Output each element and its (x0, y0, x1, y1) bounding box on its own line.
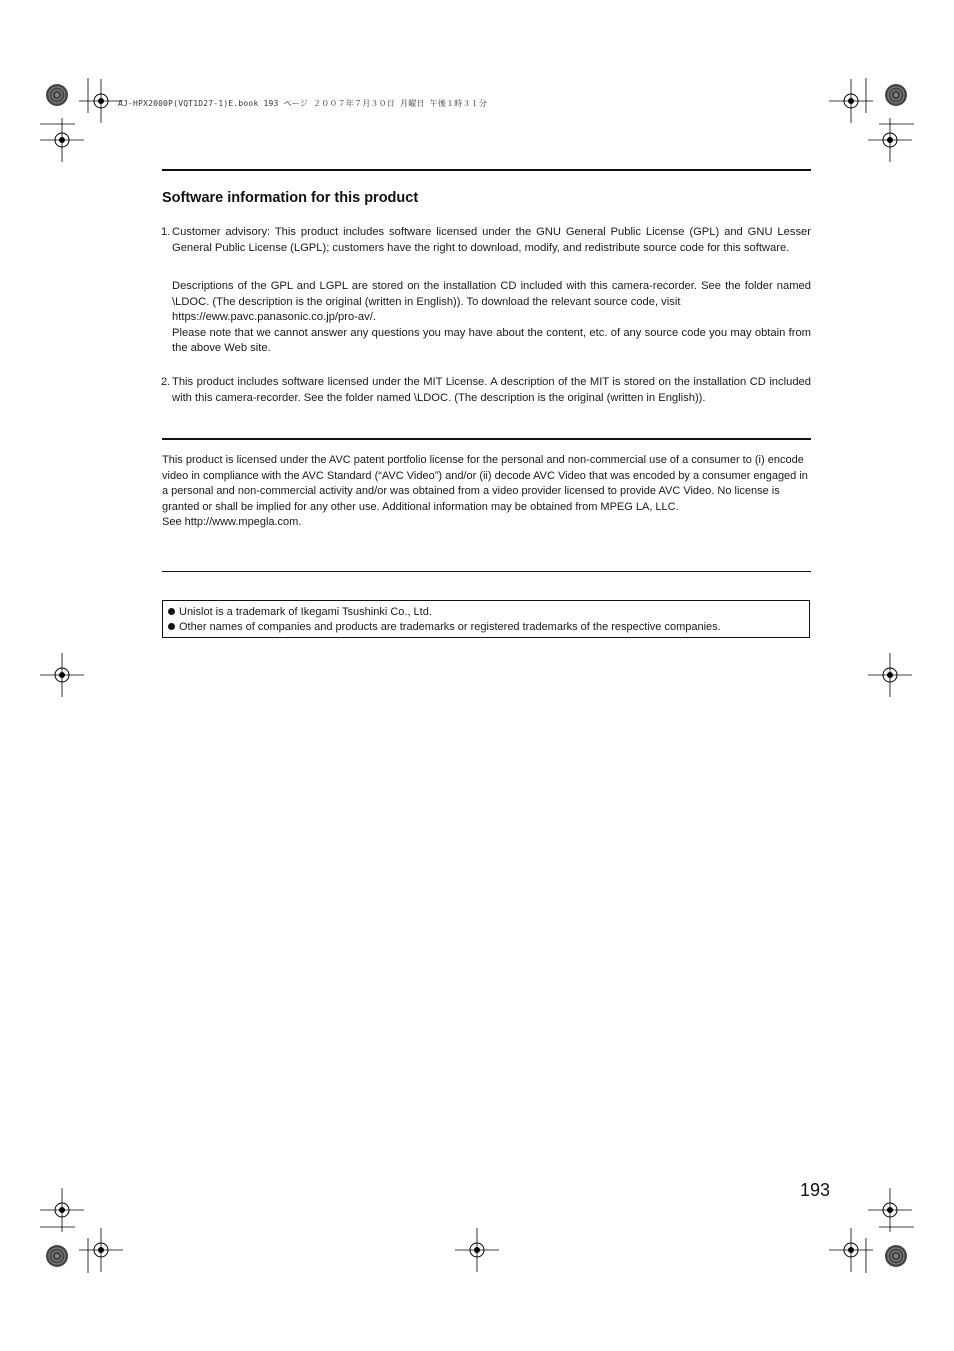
registration-disc-bottom-right (885, 1245, 907, 1267)
section-top-rule (162, 169, 811, 171)
item-1-number: 1. (161, 226, 171, 238)
print-header: AJ-HPX2000P(VQT1D27-1)E.book 193 ページ ２００７年７月３０日 月曜日 午後１時３１分 (118, 99, 488, 108)
page-number: 193 (800, 1180, 831, 1200)
mpegla-link[interactable]: See http://www.mpegla.com. (162, 516, 302, 529)
avc-section-rule (162, 438, 811, 440)
source-code-url[interactable]: https://eww.pavc.panasonic.co.jp/pro-av/. (172, 311, 376, 324)
item-1-desc-text: Descriptions of the GPL and LGPL are stored on the installation CD included with this camera-recorder. See the folder named \LDOC. (The description is the original (written in English)). To download the relevant source code, visit (172, 280, 811, 308)
avc-license-notice (162, 453, 812, 531)
item-2-number: 2. (161, 376, 171, 388)
registration-disc-top-left (46, 84, 68, 106)
registration-disc-bottom-left (46, 1245, 68, 1267)
item-1-description (172, 279, 811, 357)
registration-mark (79, 79, 123, 123)
item-1-lead (161, 225, 811, 256)
trademark-section-rule (162, 571, 811, 572)
registration-mark (868, 653, 912, 697)
registration-mark (829, 1228, 873, 1272)
trademark-item: Unislot is a trademark of Ikegami Tsushinki Co., Ltd. (168, 605, 432, 619)
bullet-icon (168, 608, 175, 615)
registration-disc-top-right (885, 84, 907, 106)
registration-mark (868, 118, 912, 162)
registration-mark (829, 79, 873, 123)
section-title: Software information for this product (162, 190, 419, 206)
registration-mark (868, 1188, 912, 1232)
trademark-item: Other names of companies and products are trademarks or registered trademarks of the respective companies. (168, 620, 721, 634)
registration-mark (79, 1228, 123, 1272)
registration-mark (40, 653, 84, 697)
item-2-text: This product includes software licensed under the MIT License. A description of the MIT is stored on the installation CD included with this camera-recorder. See the folder named \LDOC. (The description is the original (written in English)). (172, 376, 811, 404)
registration-mark (40, 118, 84, 162)
item-1-lead-text: Customer advisory: This product includes software licensed under the GNU General Public License (GPL) and GNU Lesser General Public License (LGPL); customers have the right to download, modify, and redistribute source code for this software. (172, 226, 811, 254)
bullet-icon (168, 623, 175, 630)
avc-license-text: This product is licensed under the AVC patent portfolio license for the personal and non-commercial use of a consumer to (i) encode video in compliance with the AVC Standard (“AVC Video”) and/or (ii) decode AVC Video that was encoded by a consumer engaged in a personal and non-commercial activity and/or was obtained from a video provider licensed to provide AVC Video. No license is granted or shall be implied for any other use. Additional information may be obtained from MPEG LA, LLC. (162, 454, 808, 513)
trademark-box (162, 600, 810, 638)
item-2 (161, 375, 811, 406)
registration-mark (455, 1228, 499, 1272)
item-1-note-text: Please note that we cannot answer any questions you may have about the content, etc. of any source code you may obtain from the above Web site. (172, 326, 811, 355)
registration-mark (40, 1188, 84, 1232)
